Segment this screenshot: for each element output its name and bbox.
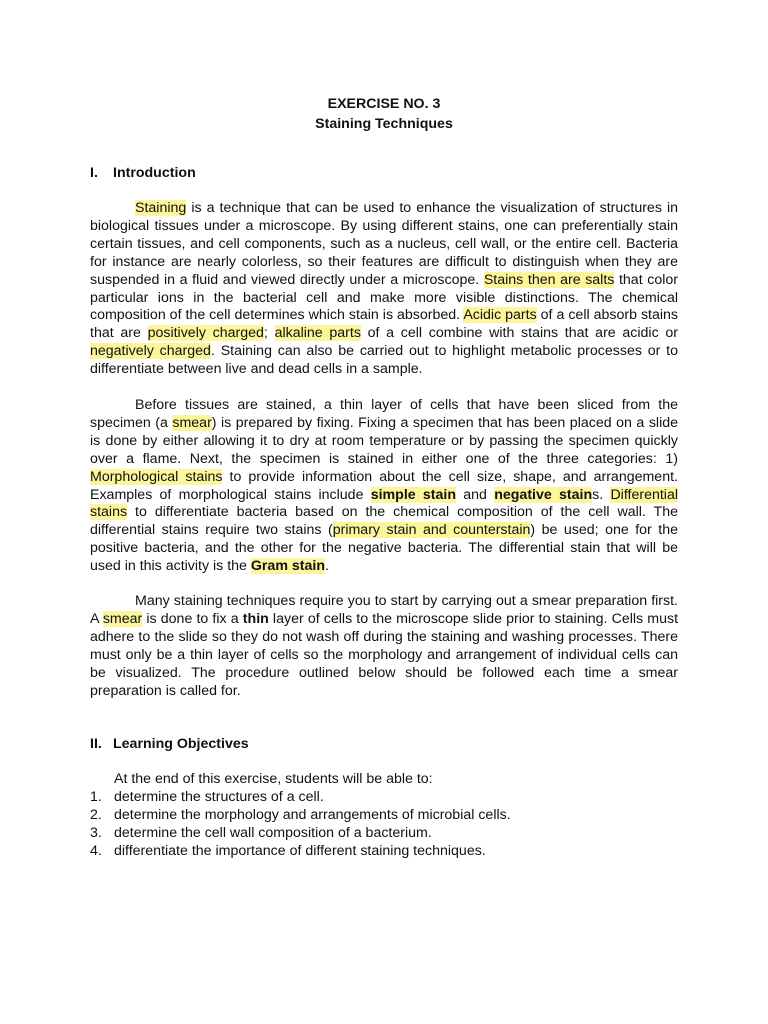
- paragraph-text: Before tissues are stained, a thin layer of cells that have been sliced from the specimen (a: [90, 397, 678, 431]
- highlight-alkaline-parts: alkaline parts: [274, 325, 361, 342]
- highlight-negative-stain: negative stain: [494, 486, 593, 503]
- highlight-staining: Staining: [135, 200, 187, 216]
- list-text: determine the cell wall composition of a bacterium.: [114, 824, 432, 841]
- highlight-smear: smear: [172, 414, 212, 431]
- paragraph-text: of a cell combine with stains that are acidic or: [360, 325, 678, 342]
- exercise-subject: Staining Techniques: [315, 116, 453, 132]
- paragraph-stain-categories: [90, 397, 678, 576]
- section-heading-introduction: [90, 165, 196, 183]
- objectives-list: [90, 789, 511, 861]
- highlight-positively-charged: positively charged: [147, 325, 264, 342]
- list-item: [90, 825, 511, 843]
- exercise-title: [0, 94, 768, 134]
- highlight-negatively-charged: negatively charged: [90, 343, 211, 360]
- paragraph-text: of a cell absorb stains that are: [90, 307, 679, 342]
- paragraph-text: that color particular ions in the bacterial cell and make more visible distinctions. The chemical composition of the cell determines which stain is absorbed.: [90, 271, 678, 324]
- paragraph-smear-preparation: [90, 593, 678, 700]
- list-text: determine the morphology and arrangements of microbial cells.: [114, 806, 511, 823]
- paragraph-text: to provide information about the cell size, shape, and arrangement. Examples of morphological stains include: [90, 468, 678, 503]
- paragraph-text: to differentiate bacteria based on the chemical composition of the cell wall. The differential stains require two stains (: [90, 504, 678, 539]
- list-text: differentiate the importance of different staining techniques.: [114, 842, 486, 859]
- objectives-intro: At the end of this exercise, students will be able to:: [114, 771, 433, 787]
- paragraph-text: s.: [592, 486, 611, 503]
- section-heading-learning-objectives: [90, 736, 249, 754]
- list-item: [90, 789, 511, 807]
- paragraph-text: ;: [263, 325, 275, 342]
- bold-thin: thin: [242, 610, 269, 627]
- list-number: 2.: [90, 806, 102, 823]
- highlight-stains-salts: Stains then are salts: [483, 271, 615, 288]
- paragraph-text: .: [325, 558, 329, 575]
- list-number: 1.: [90, 789, 102, 805]
- paragraph-text: Many staining techniques require you to start by carrying out a smear preparation first. A: [90, 593, 678, 627]
- section-number: I.: [90, 165, 98, 181]
- highlight-smear: smear: [102, 610, 143, 627]
- paragraph-text: is done to fix a: [142, 610, 243, 627]
- exercise-number: EXERCISE NO. 3: [327, 96, 441, 112]
- section-number: II.: [90, 736, 102, 752]
- paragraph-text: ) be used; one for the positive bacteria, and the other for the negative bacteria. The differential stain that will be used in this activity is the: [90, 522, 678, 575]
- highlight-gram-stain: Gram stain: [250, 558, 325, 575]
- list-item: [90, 807, 511, 825]
- section-title: Introduction: [113, 165, 196, 181]
- paragraph-staining-intro: [90, 200, 678, 379]
- paragraph-text: is a technique that can be used to enhance the visualization of structures in biological tissues under a microscope. By using different stains, one can preferentially stain certain tissues, and cell components, such as a nucleus, cell wall, or the entire cell. Bacteria for instance are nearly colorless, so their features are difficult to distinguish when they are suspended in a fluid and viewed directly under a microscope.: [90, 200, 678, 288]
- highlight-simple-stain: simple stain: [370, 486, 457, 503]
- paragraph-text: . Staining can also be carried out to highlight metabolic processes or to differentiate between live and dead cells in a sample.: [90, 343, 678, 378]
- list-number: 4.: [90, 842, 102, 859]
- list-number: 3.: [90, 824, 102, 841]
- section-title: Learning Objectives: [113, 736, 249, 752]
- highlight-primary-counterstain: primary stain and counterstain: [332, 522, 531, 539]
- highlight-differential-stains: Differential stains: [90, 486, 678, 521]
- highlight-morphological-stains: Morphological stains: [90, 468, 223, 485]
- list-text: determine the structures of a cell.: [114, 789, 324, 805]
- highlight-acidic-parts: Acidic parts: [463, 307, 537, 324]
- list-item: [90, 843, 511, 861]
- paragraph-text: ) is prepared by fixing. Fixing a specimen that has been placed on a slide is done by either allowing it to dry at room temperature or by passing the specimen quickly over a flame. Next, the specimen is stained in either one of the three categories: 1): [90, 414, 678, 467]
- paragraph-text: and: [456, 486, 495, 503]
- paragraph-text: layer of cells to the microscope slide prior to staining. Cells must adhere to the slide so they do not wash off during the staining and washing processes. There must only be a thin layer of cells so the morphology and arrangement of individual cells can be visualized. The procedure outlined below should be followed each time a smear preparation is called for.: [90, 610, 679, 699]
